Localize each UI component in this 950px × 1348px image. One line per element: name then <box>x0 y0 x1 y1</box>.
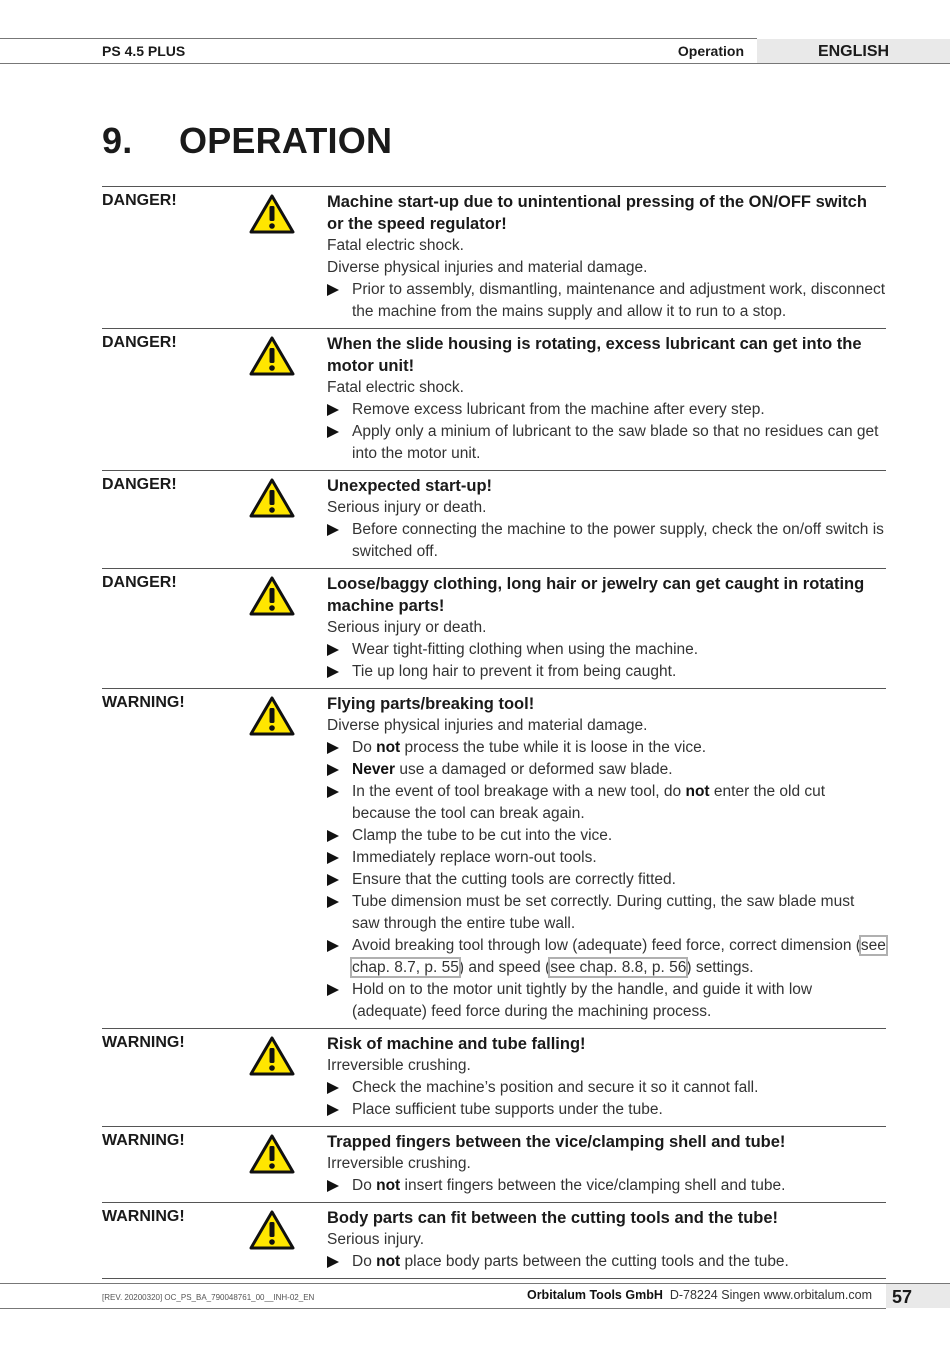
action-step <box>327 781 886 825</box>
safety-notice-table <box>102 186 886 1279</box>
warning-triangle-icon <box>249 1134 295 1174</box>
warning-triangle-icon <box>249 194 295 234</box>
arrow-bullet-icon <box>327 666 339 678</box>
arrow-bullet-icon <box>327 764 339 776</box>
hazard-title: Loose/baggy clothing, long hair or jewelry can get caught in rotating machine parts! <box>327 575 865 615</box>
notice-content <box>327 333 886 465</box>
arrow-bullet-icon <box>327 786 339 798</box>
footer-revision: [REV. 20200320] OC_PS_BA_790048761_00__INH-02_EN <box>102 1293 315 1302</box>
arrow-bullet-icon <box>327 940 339 952</box>
step-text: Prior to assembly, dismantling, maintenance and adjustment work, disconnect the machine from the mains supply and allow it to run to a stop. <box>352 281 886 320</box>
arrow-bullet-icon <box>327 984 339 996</box>
step-text: Hold on to the motor unit tightly by the handle, and guide it with low (adequate) feed force during the machining process. <box>352 981 813 1020</box>
step-text: Tie up long hair to prevent it from being caught. <box>352 663 677 680</box>
arrow-bullet-icon <box>327 284 339 296</box>
cross-reference-link[interactable]: see chap. 8.7, p. 55 <box>352 937 886 976</box>
consequence-text: Irreversible crushing. <box>327 1155 471 1172</box>
warning-triangle-icon <box>249 336 295 376</box>
action-step <box>327 935 886 979</box>
emphasis-text: Never <box>352 761 396 778</box>
step-text: Apply only a minium of lubricant to the saw blade so that no residues can get into the motor unit. <box>352 423 879 462</box>
notice-content <box>327 693 886 1023</box>
action-step <box>327 1175 886 1197</box>
action-step <box>327 399 886 421</box>
step-text: Check the machine’s position and secure it so it cannot fall. <box>352 1079 759 1096</box>
arrow-bullet-icon <box>327 1180 339 1192</box>
arrow-bullet-icon <box>327 644 339 656</box>
emphasis-text: not <box>685 783 710 800</box>
action-step <box>327 519 886 563</box>
footer-company-name: Orbitalum Tools GmbH <box>526 1288 663 1302</box>
step-text: ) and speed ( <box>458 959 551 976</box>
action-step <box>327 759 886 781</box>
action-step <box>327 639 886 661</box>
consequence-text: Diverse physical injuries and material damage. <box>327 259 648 276</box>
safety-row <box>102 328 886 470</box>
step-text: use a damaged or deformed saw blade. <box>395 761 673 778</box>
hazard-title: Risk of machine and tube falling! <box>327 1035 586 1053</box>
chapter-title: OPERATION <box>179 120 393 161</box>
header-section: Operation <box>677 43 744 59</box>
emphasis-text: not <box>376 739 401 756</box>
step-text: Ensure that the cutting tools are correctly fitted. <box>352 871 676 888</box>
header-rule-bottom <box>0 63 950 64</box>
step-text: Before connecting the machine to the power supply, check the on/off switch is switched off. <box>352 521 884 560</box>
safety-row <box>102 1028 886 1126</box>
signal-word: DANGER! <box>102 192 177 209</box>
cross-reference-link[interactable]: see chap. 8.8, p. 56 <box>550 959 687 976</box>
warning-triangle-icon <box>249 478 295 518</box>
step-text: Remove excess lubricant from the machine after every step. <box>352 401 765 418</box>
safety-row <box>102 470 886 568</box>
hazard-title: Body parts can fit between the cutting tools and the tube! <box>327 1209 779 1227</box>
header-language: ENGLISH <box>757 39 950 63</box>
emphasis-text: not <box>376 1177 401 1194</box>
step-text: Clamp the tube to be cut into the vice. <box>352 827 613 844</box>
hazard-title: Unexpected start-up! <box>327 477 493 495</box>
arrow-bullet-icon <box>327 404 339 416</box>
arrow-bullet-icon <box>327 852 339 864</box>
signal-word: WARNING! <box>102 1132 185 1149</box>
step-text: Wear tight-fitting clothing when using the machine. <box>352 641 699 658</box>
action-step <box>327 979 886 1023</box>
consequence-text: Serious injury or death. <box>327 619 487 636</box>
arrow-bullet-icon <box>327 874 339 886</box>
warning-triangle-icon <box>249 1210 295 1250</box>
footer-rule-bottom <box>0 1308 886 1309</box>
signal-word: DANGER! <box>102 476 177 493</box>
arrow-bullet-icon <box>327 1082 339 1094</box>
step-text: Do <box>352 739 377 756</box>
hazard-title: Machine start-up due to unintentional pressing of the ON/OFF switch or the speed regulator! <box>327 193 867 233</box>
step-text: In the event of tool breakage with a new tool, do <box>352 783 686 800</box>
step-text: Immediately replace worn-out tools. <box>352 849 597 866</box>
signal-word: WARNING! <box>102 1208 185 1225</box>
step-text: Do <box>352 1177 377 1194</box>
consequence-text: Diverse physical injuries and material damage. <box>327 717 648 734</box>
action-step <box>327 869 886 891</box>
action-step <box>327 661 886 683</box>
arrow-bullet-icon <box>327 1104 339 1116</box>
arrow-bullet-icon <box>327 896 339 908</box>
signal-word: WARNING! <box>102 1034 185 1051</box>
safety-row <box>102 568 886 688</box>
arrow-bullet-icon <box>327 742 339 754</box>
hazard-title: When the slide housing is rotating, excess lubricant can get into the motor unit! <box>327 335 862 375</box>
page-number: 57 <box>886 1284 950 1308</box>
header-product: PS 4.5 PLUS <box>102 43 186 59</box>
consequence-text: Fatal electric shock. <box>327 379 464 396</box>
warning-triangle-icon <box>249 576 295 616</box>
action-step <box>327 891 886 935</box>
action-step <box>327 279 886 323</box>
signal-word: DANGER! <box>102 574 177 591</box>
notice-content <box>327 191 886 323</box>
emphasis-text: not <box>376 1253 401 1270</box>
consequence-text: Fatal electric shock. <box>327 237 464 254</box>
signal-word: WARNING! <box>102 694 185 711</box>
step-text: Place sufficient tube supports under the tube. <box>352 1101 663 1118</box>
action-step <box>327 1099 886 1121</box>
safety-row <box>102 1202 886 1279</box>
action-step <box>327 1251 886 1273</box>
safety-row <box>102 1126 886 1202</box>
hazard-title: Trapped fingers between the vice/clamping shell and tube! <box>327 1133 786 1151</box>
safety-row <box>102 688 886 1028</box>
hazard-title: Flying parts/breaking tool! <box>327 695 535 713</box>
notice-content <box>327 475 886 563</box>
consequence-text: Serious injury. <box>327 1231 425 1248</box>
step-text: enter the old cut because the tool can break again. <box>352 783 826 822</box>
notice-content <box>327 1207 886 1273</box>
step-text: Do <box>352 1253 377 1270</box>
notice-content <box>327 1033 886 1121</box>
notice-content <box>327 1131 886 1197</box>
step-text: insert fingers between the vice/clamping shell and tube. <box>400 1177 786 1194</box>
warning-triangle-icon <box>249 696 295 736</box>
chapter-number: 9. <box>102 120 133 161</box>
footer-address: D-78224 Singen www.orbitalum.com <box>669 1288 872 1302</box>
action-step <box>327 421 886 465</box>
step-text: Avoid breaking tool through low (adequate) feed force, correct dimension ( <box>352 937 861 954</box>
step-text: process the tube while it is loose in the vice. <box>400 739 707 756</box>
arrow-bullet-icon <box>327 524 339 536</box>
step-text: Tube dimension must be set correctly. During cutting, the saw blade must saw through the entire tube wall. <box>352 893 855 932</box>
arrow-bullet-icon <box>327 426 339 438</box>
arrow-bullet-icon <box>327 830 339 842</box>
header-rule-top <box>0 38 757 39</box>
consequence-text: Irreversible crushing. <box>327 1057 471 1074</box>
action-step <box>327 825 886 847</box>
chapter-heading <box>102 120 392 162</box>
step-text: ) settings. <box>686 959 754 976</box>
footer-rule-top <box>0 1283 950 1284</box>
action-step <box>327 737 886 759</box>
action-step <box>327 1077 886 1099</box>
warning-triangle-icon <box>249 1036 295 1076</box>
step-text: place body parts between the cutting tools and the tube. <box>400 1253 789 1270</box>
footer-company <box>527 1288 872 1302</box>
consequence-text: Serious injury or death. <box>327 499 487 516</box>
signal-word: DANGER! <box>102 334 177 351</box>
action-step <box>327 847 886 869</box>
safety-row <box>102 186 886 328</box>
arrow-bullet-icon <box>327 1256 339 1268</box>
notice-content <box>327 573 886 683</box>
